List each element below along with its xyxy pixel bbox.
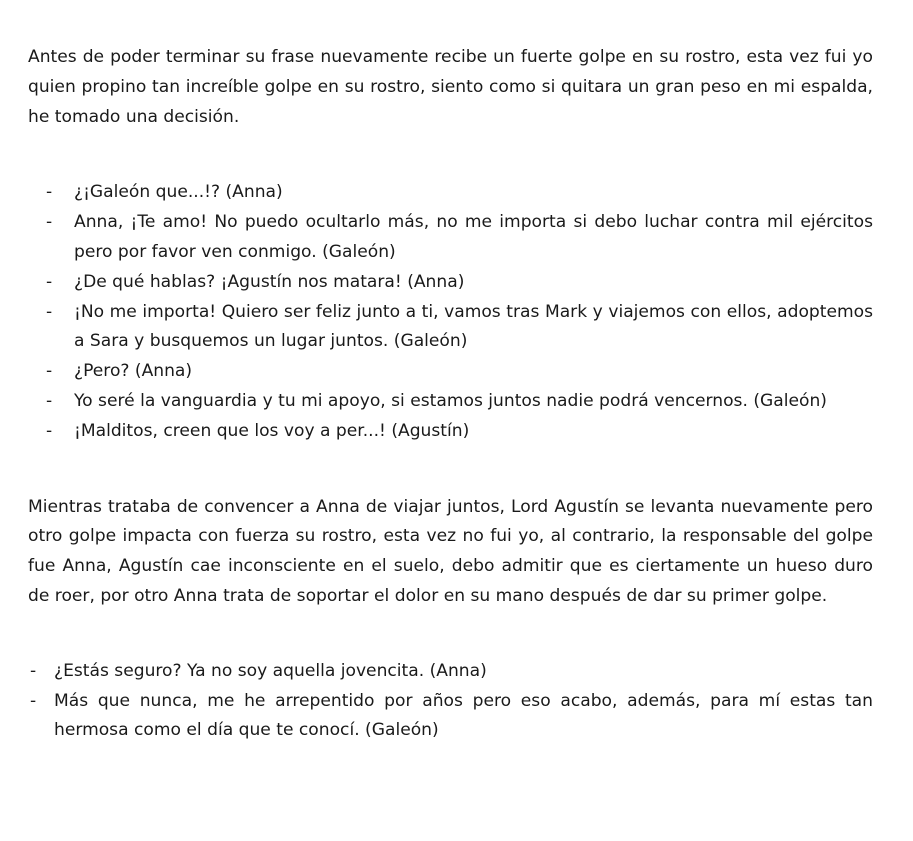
- list-dash: -: [46, 271, 53, 292]
- dialogue-text: ¡Malditos, creen que los voy a per...! (Agustín): [74, 420, 470, 441]
- dialogue-text: ¿Estás seguro? Ya no soy aquella jovencita. (Anna): [54, 660, 487, 681]
- list-dash: -: [46, 420, 53, 441]
- dialogue-text: ¿¡Galeón que...!? (Anna): [74, 182, 283, 203]
- dialogue-text: Yo seré la vanguardia y tu mi apoyo, si estamos juntos nadie podrá vencernos. (Galeón): [74, 390, 827, 411]
- dialogue-line: [46, 417, 873, 447]
- dialogue-text: ¿De qué hablas? ¡Agustín nos matara! (Anna): [74, 271, 465, 292]
- dialogue-text: ¿Pero? (Anna): [74, 361, 193, 382]
- dialogue-list-1: [28, 178, 873, 446]
- dialogue-line: [46, 178, 873, 208]
- dialogue-line: [46, 208, 873, 268]
- dialogue-line: [30, 657, 873, 687]
- paragraph-2: Mientras trataba de convencer a Anna de viajar juntos, Lord Agustín se levanta nuevamente pero otro golpe impacta con fuerza su rostro, esta vez no fui yo, al contrario, la responsable del golpe fue Anna, Agustín cae inconsciente en el suelo, debo admitir que es ciertamente un hueso duro de roer, por otro Anna trata de soportar el dolor en su mano después de dar su primer golpe.: [28, 496, 873, 606]
- dialogue-list-2: [28, 657, 873, 746]
- dialogue-text: Más que nunca, me he arrepentido por años pero eso acabo, además, para mí estas tan hermosa como el día que te conocí. (Galeón): [54, 690, 873, 741]
- dialogue-line: [46, 298, 873, 358]
- dialogue-line: [46, 357, 873, 387]
- dialogue-line: [46, 387, 873, 417]
- dialogue-line: [46, 268, 873, 298]
- list-dash: -: [46, 390, 53, 411]
- dialogue-text: Anna, ¡Te amo! No puedo ocultarlo más, no me importa si debo luchar contra mil ejércitos pero por favor ven conmigo. (Galeón): [74, 212, 873, 262]
- list-dash: -: [46, 361, 53, 382]
- list-dash: -: [46, 301, 53, 322]
- list-dash: -: [46, 212, 53, 233]
- dialogue-line: [30, 687, 873, 747]
- list-dash: -: [30, 660, 37, 681]
- paragraph-1: Antes de poder terminar su frase nuevamente recibe un fuerte golpe en su rostro, esta vez fui yo quien propino tan increíble golpe en su rostro, siento como si quitara un gran peso en mi espalda, he tomado una decisión.: [28, 47, 873, 127]
- dialogue-text: ¡No me importa! Quiero ser feliz junto a ti, vamos tras Mark y viajemos con ellos, adoptemos a Sara y busquemos un lugar juntos. (Galeón): [74, 301, 873, 352]
- list-dash: -: [46, 182, 53, 203]
- list-dash: -: [30, 690, 37, 711]
